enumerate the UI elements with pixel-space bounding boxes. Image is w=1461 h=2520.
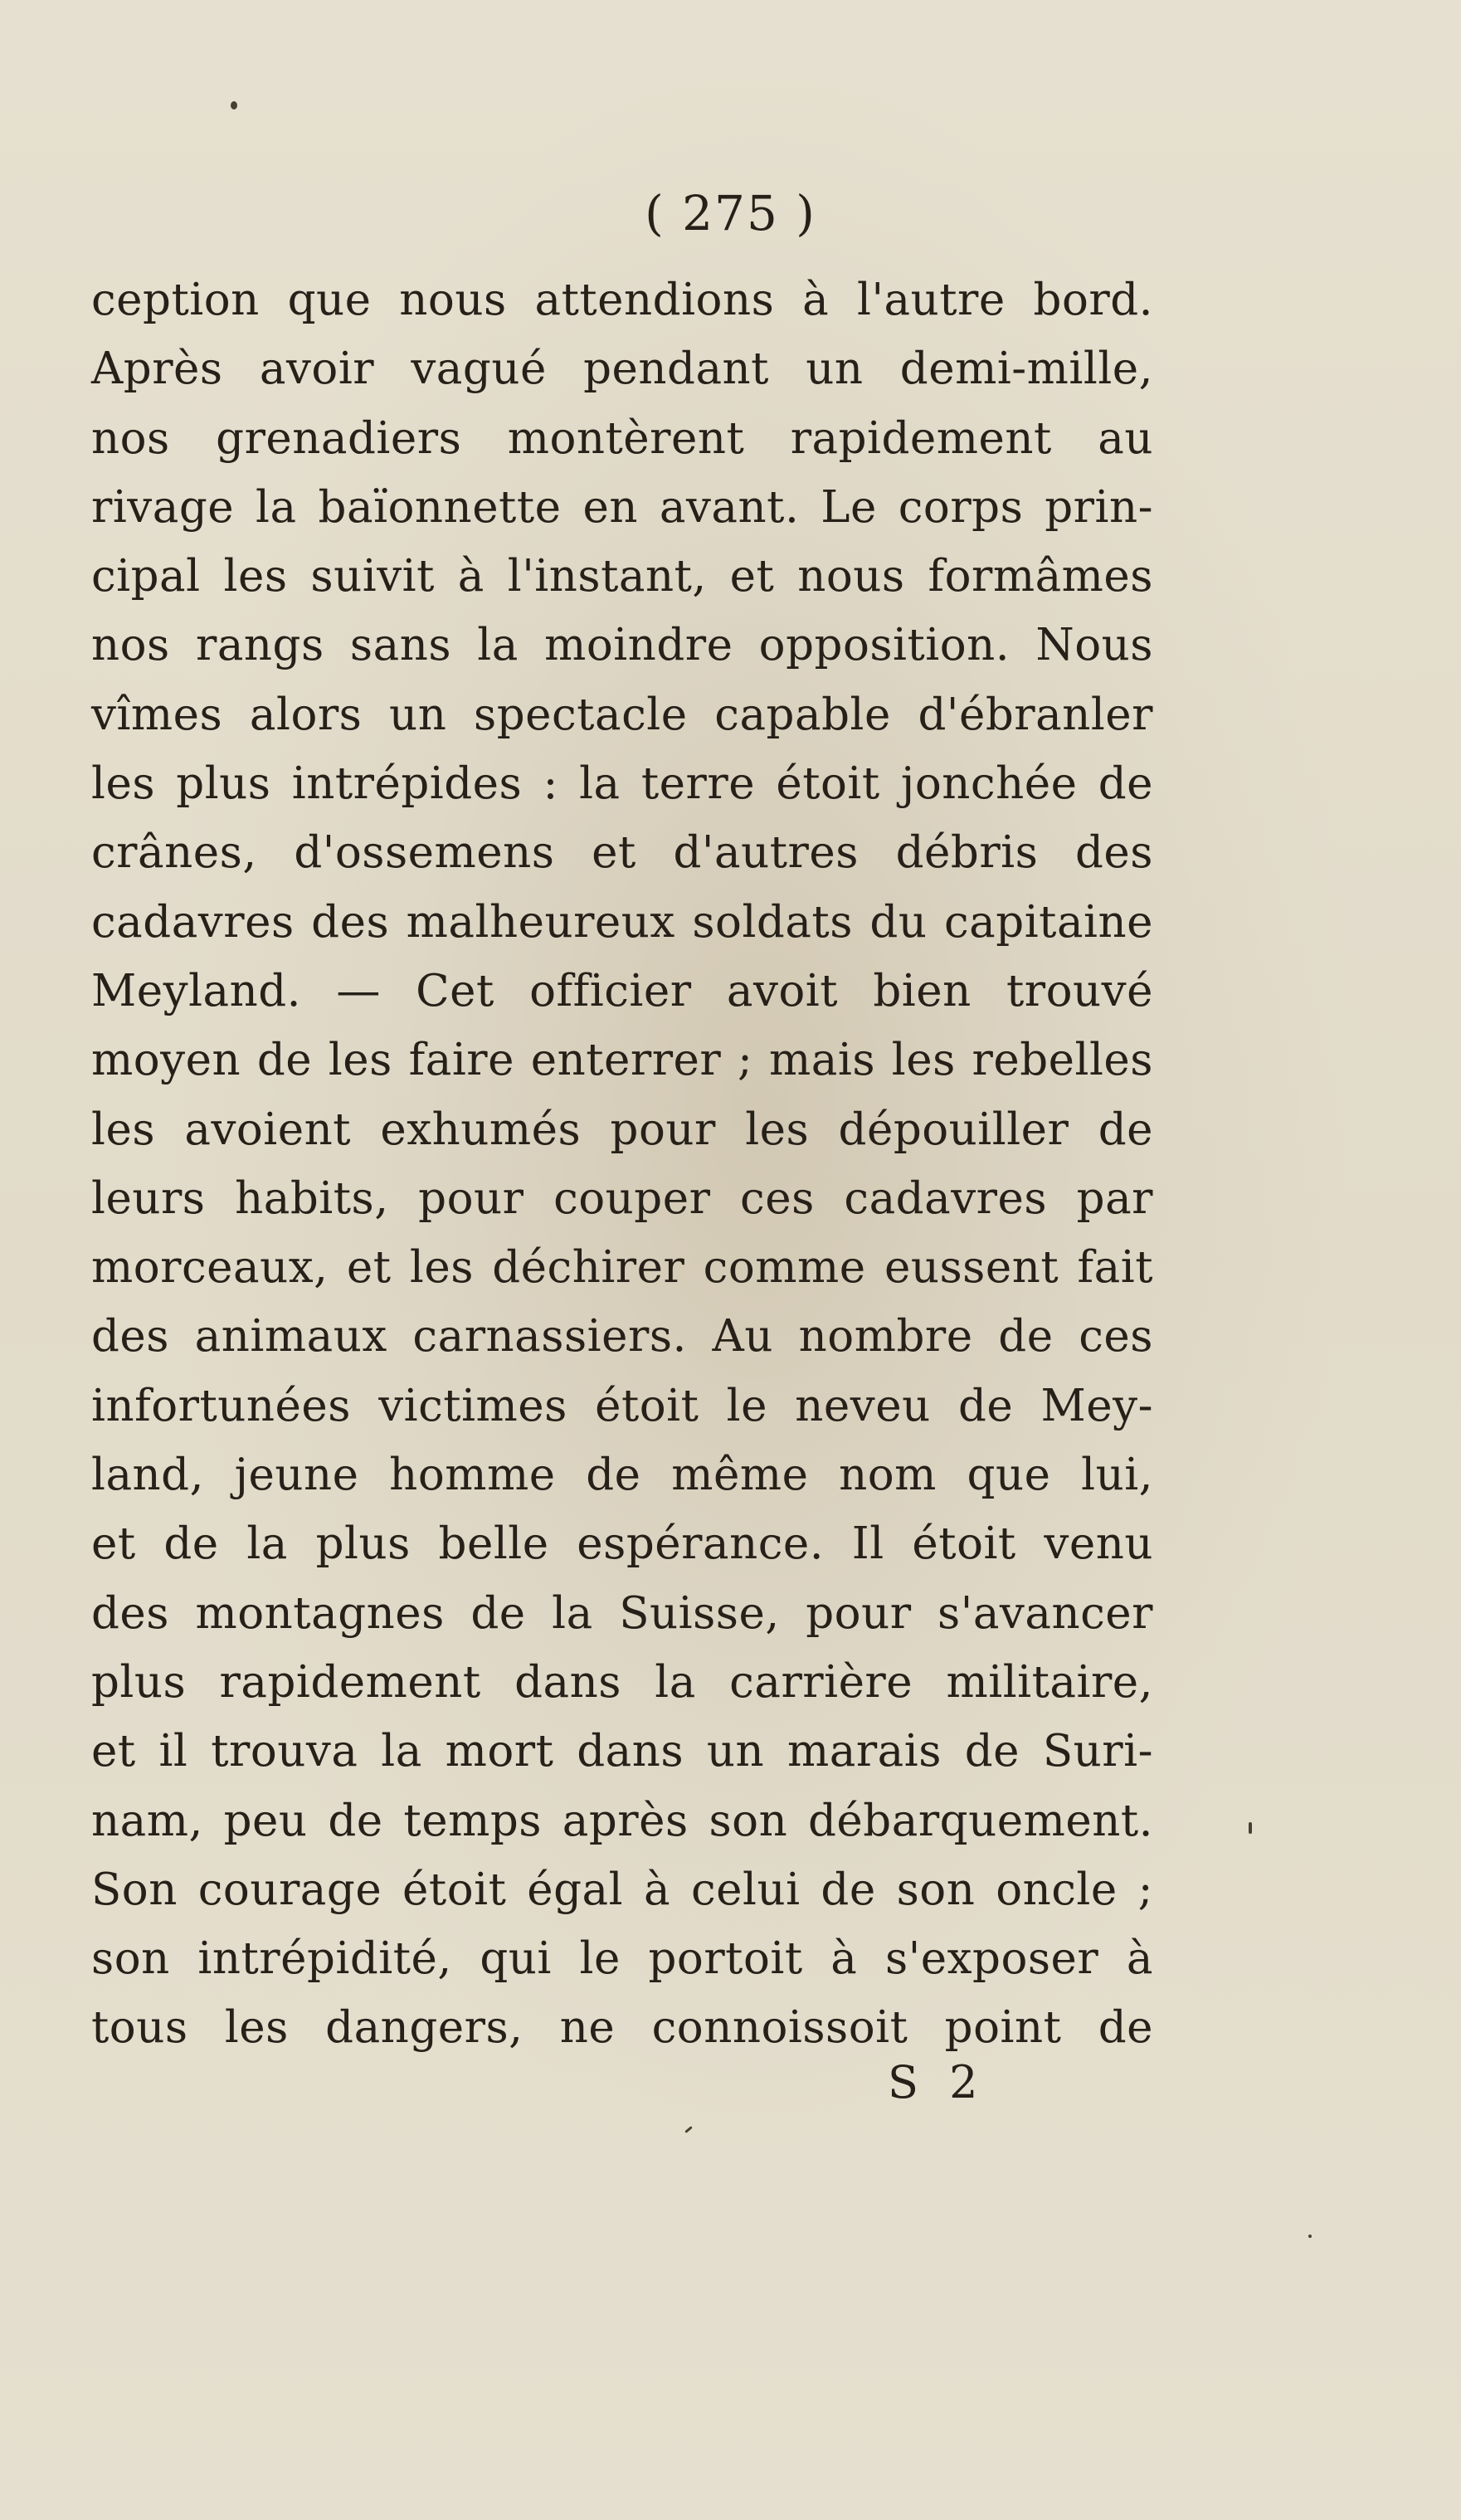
text-line: et de la plus belle espérance. Il étoit venu — [91, 1518, 1153, 1570]
text-line: nos grenadiers montèrent rapidement au — [91, 412, 1153, 464]
text-line: des animaux carnassiers. Au nombre de ces — [91, 1311, 1153, 1362]
text-line: et il trouva la mort dans un marais de Suri- — [91, 1726, 1153, 1777]
page-number: ( 275 ) — [645, 185, 816, 241]
text-line: moyen de les faire enterrer ; mais les rebelles — [91, 1035, 1153, 1086]
text-line: infortunées victimes étoit le neveu de Mey- — [91, 1380, 1153, 1431]
text-line: morceaux, et les déchirer comme eussent fait — [91, 1242, 1153, 1294]
text-line: les avoient exhumés pour les dépouiller de — [91, 1104, 1153, 1155]
text-line: cadavres des malheureux soldats du capitaine — [91, 896, 1153, 948]
text-line: des montagnes de la Suisse, pour s'avancer — [91, 1587, 1153, 1639]
text-line: plus rapidement dans la carrière militaire, — [91, 1656, 1153, 1708]
text-line: nam, peu de temps après son débarquement. — [91, 1795, 1153, 1846]
text-line: Meyland. — Cet officier avoit bien trouvé — [91, 965, 1153, 1016]
paper-speck — [1308, 2235, 1312, 2238]
text-line: son intrépidité, qui le portoit à s'exposer à — [91, 1933, 1153, 1985]
paper-speck — [1249, 1822, 1252, 1834]
paper-speck — [231, 101, 237, 110]
text-line: ception que nous attendions à l'autre bord. — [91, 275, 1153, 325]
body-text — [91, 266, 1153, 2063]
text-line: cipal les suivit à l'instant, et nous formâmes — [91, 551, 1153, 602]
paper-speck — [684, 2126, 693, 2133]
text-line: crânes, d'ossemens et d'autres débris des — [91, 827, 1153, 879]
text-line: land, jeune homme de même nom que lui, — [91, 1450, 1153, 1501]
text-line: Après avoir vagué pendant un demi-mille, — [91, 344, 1153, 395]
text-line: Son courage étoit égal à celui de son oncle ; — [91, 1864, 1153, 1915]
text-line: rivage la baïonnette en avant. Le corps prin- — [91, 481, 1153, 533]
text-line: tous les dangers, ne connoissoit point de — [91, 2002, 1153, 2054]
text-line: nos rangs sans la moindre opposition. Nous — [91, 620, 1153, 671]
text-line: vîmes alors un spectacle capable d'ébranler — [91, 689, 1153, 740]
signature-mark: S 2 — [888, 2056, 986, 2108]
text-line: leurs habits, pour couper ces cadavres par — [91, 1172, 1153, 1224]
text-line: les plus intrépides : la terre étoit jonchée de — [91, 758, 1153, 810]
